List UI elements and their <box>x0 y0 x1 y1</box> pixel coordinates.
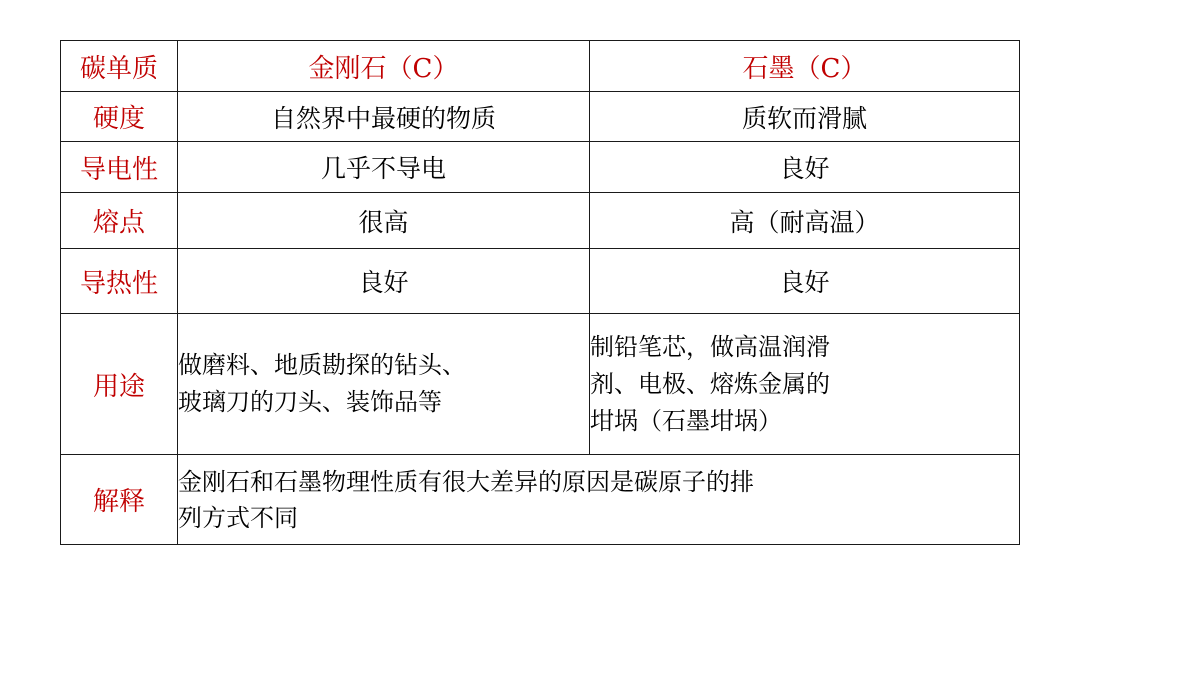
diamond-uses-line: 做磨料、地质勘探的钻头、 <box>178 351 466 379</box>
column-header-graphite: 石墨（C） <box>590 41 1020 92</box>
table-row-melting-point <box>61 193 1020 249</box>
table-row-conductivity <box>61 142 1020 193</box>
diamond-conductivity-cell: 几乎不导电 <box>178 142 590 193</box>
explanation-line: 金刚石和石墨物理性质有很大差异的原因是碳原子的排 <box>178 467 754 496</box>
graphite-hardness-cell: 质软而滑腻 <box>590 92 1020 142</box>
column-header-diamond: 金刚石（C） <box>178 41 590 92</box>
carbon-allotrope-comparison-table <box>60 40 1020 545</box>
table-row-thermal-conductivity <box>61 249 1020 314</box>
diamond-thermal-cell: 良好 <box>178 249 590 314</box>
row-label-hardness: 硬度 <box>61 92 178 142</box>
row-label-thermal-conductivity: 导热性 <box>61 249 178 314</box>
graphite-uses-line: 制铅笔芯，做高温润滑 <box>590 332 830 361</box>
graphite-uses-line: 剂、电极、熔炼金属的 <box>590 369 830 398</box>
diamond-hardness-cell: 自然界中最硬的物质 <box>178 92 590 142</box>
row-label-uses: 用途 <box>61 314 178 455</box>
table-header-row <box>61 41 1020 92</box>
graphite-melting-point-cell: 高（耐高温） <box>590 193 1020 249</box>
table-row-explanation <box>61 455 1020 545</box>
graphite-thermal-cell: 良好 <box>590 249 1020 314</box>
graphite-uses-line: 坩埚（石墨坩埚） <box>590 406 782 435</box>
row-label-explanation: 解释 <box>61 455 178 545</box>
explanation-line: 列方式不同 <box>178 503 298 532</box>
diamond-melting-point-cell: 很高 <box>178 193 590 249</box>
diamond-uses-line: 玻璃刀的刀头、装饰品等 <box>178 388 442 416</box>
graphite-conductivity-cell: 良好 <box>590 142 1020 193</box>
row-label-conductivity: 导电性 <box>61 142 178 193</box>
graphite-uses-cell <box>590 314 1020 455</box>
row-header-cell: 碳单质 <box>61 41 178 92</box>
table-row-hardness <box>61 92 1020 142</box>
table-row-uses <box>61 314 1020 455</box>
row-label-melting-point: 熔点 <box>61 193 178 249</box>
diamond-uses-cell <box>178 314 590 455</box>
explanation-cell <box>178 455 1020 545</box>
